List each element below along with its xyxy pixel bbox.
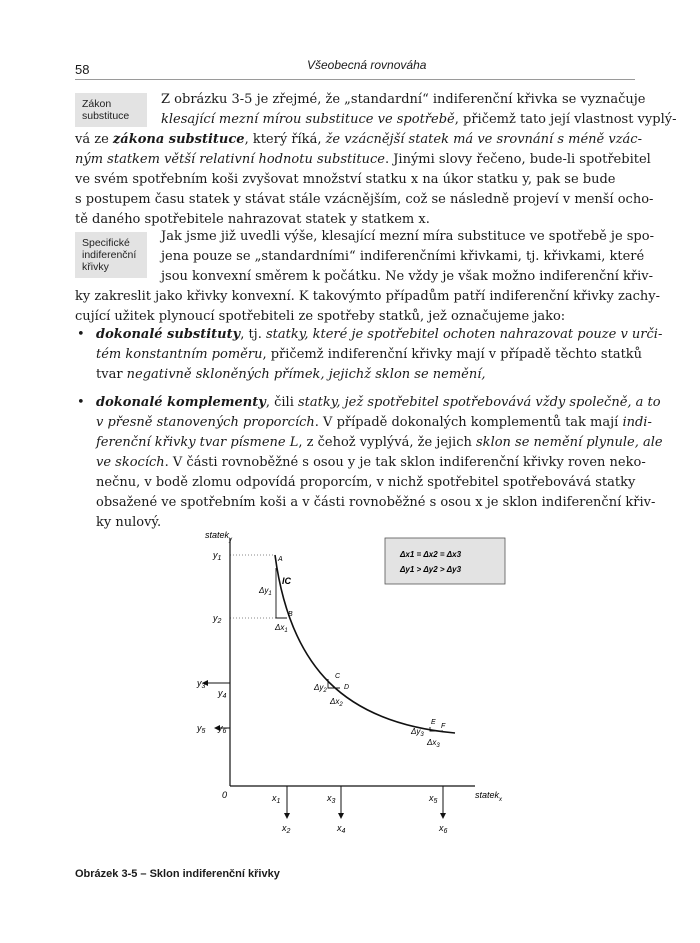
y-tick-label-4: $y_4$ [218,688,227,700]
text: , tj. [240,327,266,342]
bullet-icon: • [77,327,85,342]
x-tick-label-4: $x_4$ [337,823,346,835]
text: , z čehož vyplývá, že jejich [298,435,477,450]
page-number: 58 [75,62,90,77]
delta-label-5: $\Delta y_3$ [411,727,424,738]
text-line [75,130,642,150]
header-rule [75,79,635,80]
paragraph-2 [75,227,661,327]
point-label-e: E [431,719,436,726]
italic-text: ferenční křivky tvar písmene L [96,435,299,450]
text-line: jena pouze se „standardními“ indiferenčními křivkami, tj. křivkami, které [161,249,645,264]
indifference-curve-figure [175,528,530,846]
point-label-b: B [288,611,293,618]
text: . V případě dokonalých komplementů tak mají [314,415,623,430]
x-axis-label: statek$_x$ [475,790,503,803]
y-tick-label-2: $y_2$ [213,613,222,625]
page-header [75,58,635,78]
italic-text: klesající mezní mírou substituce ve spotřebě [161,112,455,127]
y-axis-label: statek$_y$ [205,530,233,543]
x-tick-label-5: $x_5$ [429,793,438,805]
italic-text: ve skocích [96,455,165,470]
text-line [75,110,677,130]
delta-label-1: $\Delta y_1$ [259,586,272,597]
italic-text: v přesně stanovených proporcích [96,415,315,430]
list-item [75,393,663,533]
margin-note-line: křivky [82,261,109,273]
text-line [96,325,663,345]
text-line: ky nulový. [96,515,162,530]
margin-note-line: Zákon [82,98,112,110]
curve-label: IC [282,576,291,586]
legend-line-1: Δx1 = Δx2 = Δx3 [400,550,462,559]
list-item [75,325,663,385]
x-tick-label-1: $x_1$ [272,793,281,805]
point-label-a: A [278,556,283,563]
point-label-d: D [344,684,350,691]
text-line: Z obrázku 3-5 je zřejmé, že „standardní“ indiferenční křivka se vyznačuje [161,92,646,107]
bullet-list [75,325,663,541]
italic-text: tém konstantním poměru [96,347,263,362]
italic-text: negativně skloněných přímek, jejichž sklon se nemění, [126,367,486,382]
bold-italic-text: dokonalé substituty [96,327,241,342]
text: . V části rovnoběžné s osou y je tak sklon indiferenční křivky roven neko- [164,455,646,470]
legend-box [385,538,505,584]
text-line: s postupem času statek y stávat stále vzácnějším, což se následně projeví v menší ocho- [75,192,654,207]
point-label-c: C [335,673,341,680]
margin-note-line: substituce [82,110,130,122]
margin-note-line: indiferenční [82,249,137,261]
text-line [96,345,643,365]
text-line: jsou konvexní směrem k počátku. Ne vždy je však možno indiferenční křiv- [161,269,654,284]
text-line [96,433,663,453]
italic-text: statky, které je spotřebitel ochoten nahrazovat pouze v urči- [265,327,663,342]
delta-label-6: $\Delta x_3$ [427,738,440,749]
bold-italic-text: zákona substituce [112,132,245,147]
paragraph-1 [75,90,677,230]
italic-text: že vzácnější statek má ve srovnání s méně vzác- [325,132,642,147]
x-tick-label-6: $x_6$ [439,823,448,835]
italic-text: indi- [622,415,652,430]
text-line [96,365,638,385]
figure-caption: Obrázek 3-5 – Sklon indiferenční křivky [75,868,280,880]
delta-label-4: $\Delta x_2$ [330,697,343,708]
text: , který říká, [244,132,326,147]
y-tick-label-3: $y_3$ [197,678,206,690]
x-tick-label-3: $x_3$ [327,793,336,805]
indifference-curve-diagram [175,528,530,846]
text-line: Jak jsme již uvedli výše, klesající mezní míra substituce ve spotřebě je spo- [161,229,654,244]
legend-line-2: Δy1 > Δy2 > Δy3 [400,565,462,574]
delta-label-3: $\Delta y_2$ [314,683,327,694]
italic-text: sklon se nemění plynule, ale [476,435,663,450]
text: , čili [265,395,298,410]
x-tick-label-2: $x_2$ [282,823,291,835]
text-line [96,413,652,433]
text-line: tě daného spotřebitele nahrazovat statek y statkem x. [75,212,430,227]
text-line [96,393,661,413]
italic-text: statky, jež spotřebitel spotřebovává vždy společně, a to [297,395,661,410]
text: vá ze [75,132,113,147]
bullet-icon: • [77,395,85,410]
text: , přičemž tato její vlastnost vyplý- [454,112,677,127]
text-line: cující užitek plynoucí spotřebiteli ze spotřeby statků, jež označujeme jako: [75,309,566,324]
text-line: ky zakreslit jako křivky konvexní. K takovýmto případům patří indiferenční křivky zachy- [75,289,661,304]
text-line [96,453,646,473]
text: , přičemž indiferenční křivky mají v případě těchto statků [262,347,643,362]
text: . Jinými slovy řečeno, bude-li spotřebitel [384,152,651,167]
text-line: obsažené ve spotřebním koši a v části rovnoběžné s osou x je sklon indiferenční křiv- [96,495,656,510]
origin-label: 0 [222,790,228,800]
bold-italic-text: dokonalé komplementy [96,395,266,410]
text-line [75,150,651,170]
delta-label-2: $\Delta x_1$ [275,623,288,634]
point-label-f: F [441,723,446,730]
y-tick-label-1: $y_1$ [213,550,222,562]
y-tick-label-6: $y_6$ [218,723,227,735]
italic-text: ným statkem větší relativní hodnotu substituce [75,152,385,167]
text-line: nečnu, v bodě zlomu odpovídá proporcím, v nichž spotřebitel spotřebovává statky [96,475,636,490]
running-title: Všeobecná rovnováha [307,58,427,72]
text: tvar [96,367,127,382]
margin-note-line: Specifické [82,237,130,249]
text-line: ve svém spotřebním koši zvyšovat množství statku x na úkor statku y, pak se bude [75,172,616,187]
figure-labels [196,550,448,835]
y-tick-label-5: $y_5$ [197,723,206,735]
